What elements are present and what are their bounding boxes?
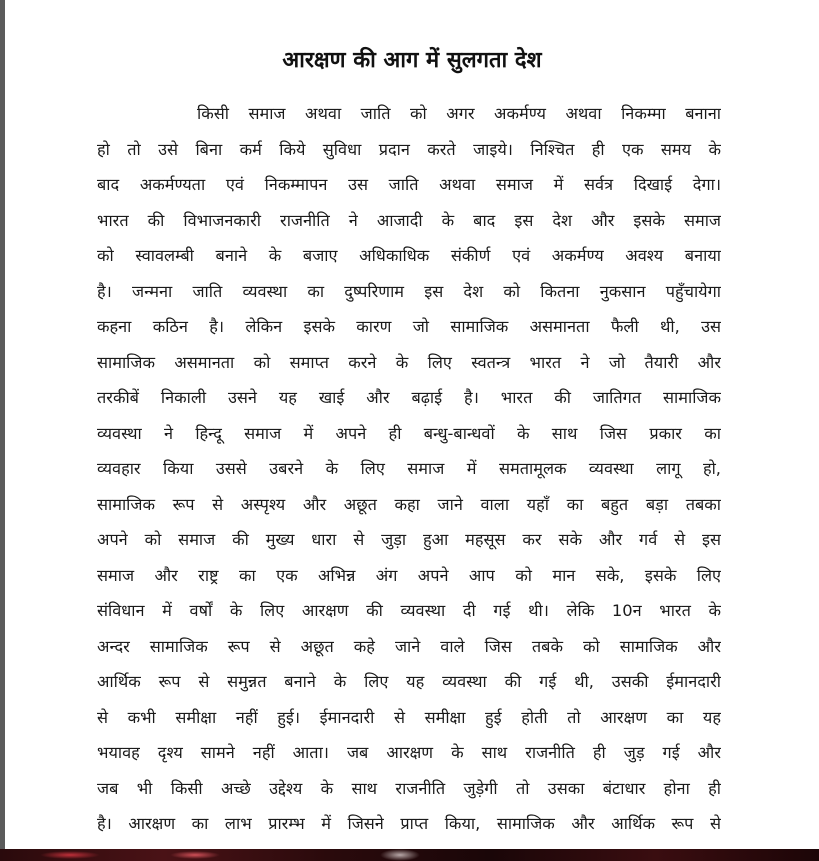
- paragraph-line: व्यवस्था ने हिन्दू समाज में अपने ही बन्धु-बान्धवों के साथ जिस प्रकार का: [97, 423, 721, 443]
- document-body: [97, 96, 721, 842]
- paragraph-line: व्यवहार किया उससे उबरने के लिए समाज में समतामूलक व्यवस्था लागू हो,: [97, 459, 721, 478]
- document-title: आरक्षण की आग में सुलगता देश: [282, 48, 542, 73]
- paragraph-line: आर्थिक रूप से समुन्नत बनाने के लिए यह व्यवस्था की गई थी, उसकी ईमानदारी: [97, 672, 721, 691]
- background-glow: [170, 851, 220, 859]
- paragraph-line: सामाजिक असमानता को समाप्त करने के लिए स्वतन्त्र भारत ने जो तैयारी और: [97, 352, 721, 372]
- paragraph-line: समाज और राष्ट्र का एक अभिन्न अंग अपने आप को मान सके, इसके लिए: [97, 565, 721, 585]
- paragraph-line: है। आरक्षण का लाभ प्रारम्भ में जिसने प्राप्त किया, सामाजिक और आर्थिक रूप से: [97, 814, 721, 833]
- paragraph-line: तरकीबें निकाली उसने यह खाई और बढ़ाई है। भारत की जातिगत सामाजिक: [97, 388, 721, 407]
- paragraph-line: है। जन्मना जाति व्यवस्था का दुष्परिणाम इस देश को कितना नुकसान पहुँचायेगा: [97, 281, 721, 301]
- paragraph-line: संविधान में वर्षों के लिए आरक्षण की व्यवस्था दी गई थी। लेकि 10न भारत के: [97, 601, 721, 620]
- paragraph-line: भारत की विभाजनकारी राजनीति ने आजादी के बाद इस देश और इसके समाज: [97, 210, 721, 230]
- paragraph-line: सामाजिक रूप से अस्पृश्य और अछूत कहा जाने वाला यहाँ का बहुत बड़ा तबका: [97, 494, 721, 514]
- paragraph-line: जब भी किसी अच्छे उद्देश्य के साथ राजनीति जुड़ेगी तो उसका बंटाधार होना ही: [97, 778, 721, 798]
- paragraph-line: हो तो उसे बिना कर्म किये सुविधा प्रदान करते जाइये। निश्चित ही एक समय के: [97, 139, 721, 159]
- paragraph-line: किसी समाज अथवा जाति को अगर अकर्मण्य अथवा निकम्मा बनाना: [197, 104, 721, 123]
- background-glow: [380, 849, 420, 861]
- paragraph-line: भयावह दृश्य सामने नहीं आता। जब आरक्षण के साथ राजनीति ही जुड़ गई और: [97, 743, 721, 762]
- bottom-background-strip: [0, 849, 819, 861]
- paragraph-line: कहना कठिन है। लेकिन इसके कारण जो सामाजिक असमानता फैली थी, उस: [97, 317, 721, 336]
- paragraph-line: को स्वावलम्बी बनाने के बजाए अधिकाधिक संकीर्ण एवं अकर्मण्य अवश्य बनाया: [97, 246, 721, 265]
- paragraph-line: अपने को समाज की मुख्य धारा से जुड़ा हुआ महसूस कर सके और गर्व से इस: [97, 530, 721, 549]
- paragraph-line: अन्दर सामाजिक रूप से अछूत कहे जाने वाले जिस तबके को सामाजिक और: [97, 636, 721, 656]
- background-glow: [40, 851, 100, 859]
- paragraph-line: बाद अकर्मण्यता एवं निकम्मापन उस जाति अथवा समाज में सर्वत्र दिखाई देगा।: [97, 175, 721, 194]
- paragraph-line: से कभी समीक्षा नहीं हुई। ईमानदारी से समीक्षा हुई होती तो आरक्षण का यह: [97, 707, 721, 727]
- document-page: [5, 0, 819, 861]
